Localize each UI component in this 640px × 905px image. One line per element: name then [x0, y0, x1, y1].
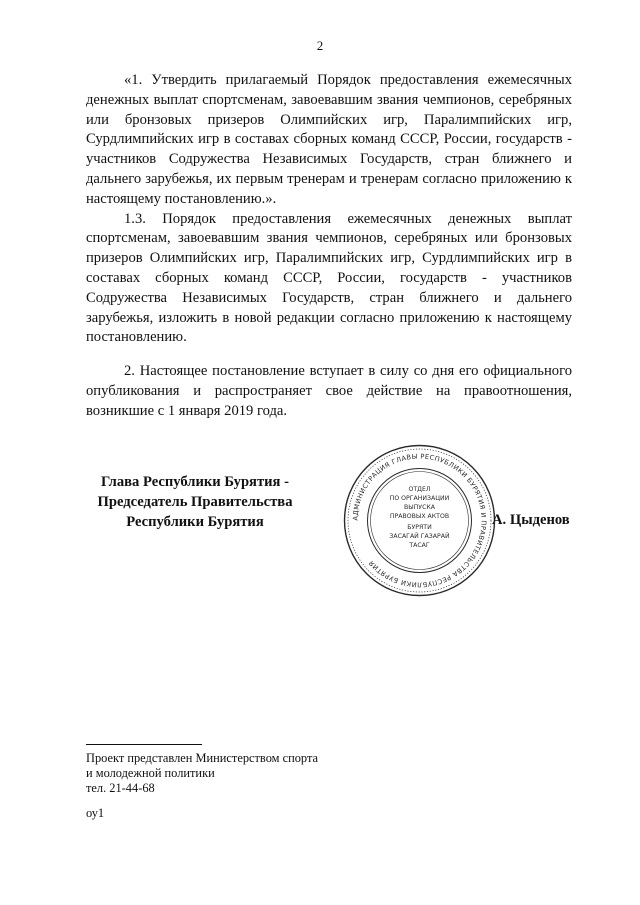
- official-stamp: [342, 443, 497, 598]
- footnote-divider: [86, 744, 202, 745]
- stamp-center-line: ПО ОРГАНИЗАЦИИ: [389, 495, 450, 502]
- signatory-title-line: Председатель Правительства: [97, 494, 293, 510]
- paragraph-1-3: 1.3. Порядок предоставления ежемесячных денежных выплат спортсменам, завоевавшим звания чемпионов, серебряных или бронзовых призеров Олимпийских игр, Паралимпийских игр, Сурдлимпийских игр в составах сборных команд СССР, России, государств - участников Содружества Независимых Государств, стран ближнего и дальнего зарубежья, изложить в новой редакции согласно приложению к настоящему постановлению.: [86, 210, 572, 346]
- document-code: оу1: [86, 806, 105, 820]
- stamp-center-line: ВЫПУСКА: [403, 504, 436, 511]
- footnote-line: тел. 21-44-68: [86, 781, 155, 795]
- stamp-center-line: ОТДЕЛ: [408, 486, 431, 493]
- stamp-center-line: БУРЯТИ: [407, 524, 432, 531]
- footnote-line: Проект представлен Министерством спорта: [86, 751, 319, 765]
- page-number: 2: [316, 38, 324, 53]
- signatory-name: А. Цыденов: [492, 512, 570, 528]
- signatory-title-line: Республики Бурятия: [126, 514, 264, 530]
- paragraph-1: «1. Утвердить прилагаемый Порядок предоставления ежемесячных денежных выплат спортсменам, завоевавшим звания чемпионов, серебряных или бронзовых призеров Олимпийских игр, Паралимпийских игр, Сурдлимпийских игр в составах сборных команд СССР, России, государств - участников Содружества Независимых Государств, стран ближнего и дальнего зарубежья, их первым тренерам и тренерам согласно приложению к настоящему постановлению.».: [86, 72, 572, 207]
- signatory-title-line: Глава Республики Бурятия -: [101, 474, 289, 490]
- stamp-center-line: ТАСАГ: [409, 542, 430, 549]
- stamp-center-line: ЗАСАГАЙ ГАЗАРАЙ: [389, 533, 450, 540]
- svg-text:АДМИНИСТРАЦИЯ ГЛАВЫ РЕСПУБЛИКИ: [351, 452, 487, 588]
- paragraph-2: 2. Настоящее постановление вступает в силу со дня его официального опубликования и распространяет свое действие на правоотношения, возникшие с 1 января 2019 года.: [86, 363, 572, 419]
- document-body: [86, 71, 572, 422]
- stamp-center-line: ПРАВОВЫХ АКТОВ: [389, 513, 450, 520]
- signatory-title: [80, 472, 310, 532]
- footnote-line: и молодежной политики: [86, 766, 215, 780]
- footnote: [86, 744, 318, 796]
- stamp-ring-text: АДМИНИСТРАЦИЯ ГЛАВЫ РЕСПУБЛИКИ БУРЯТИЯ И ПРАВИТЕЛЬСТВА РЕСПУБЛИКИ БУРЯТИЯ: [351, 452, 488, 589]
